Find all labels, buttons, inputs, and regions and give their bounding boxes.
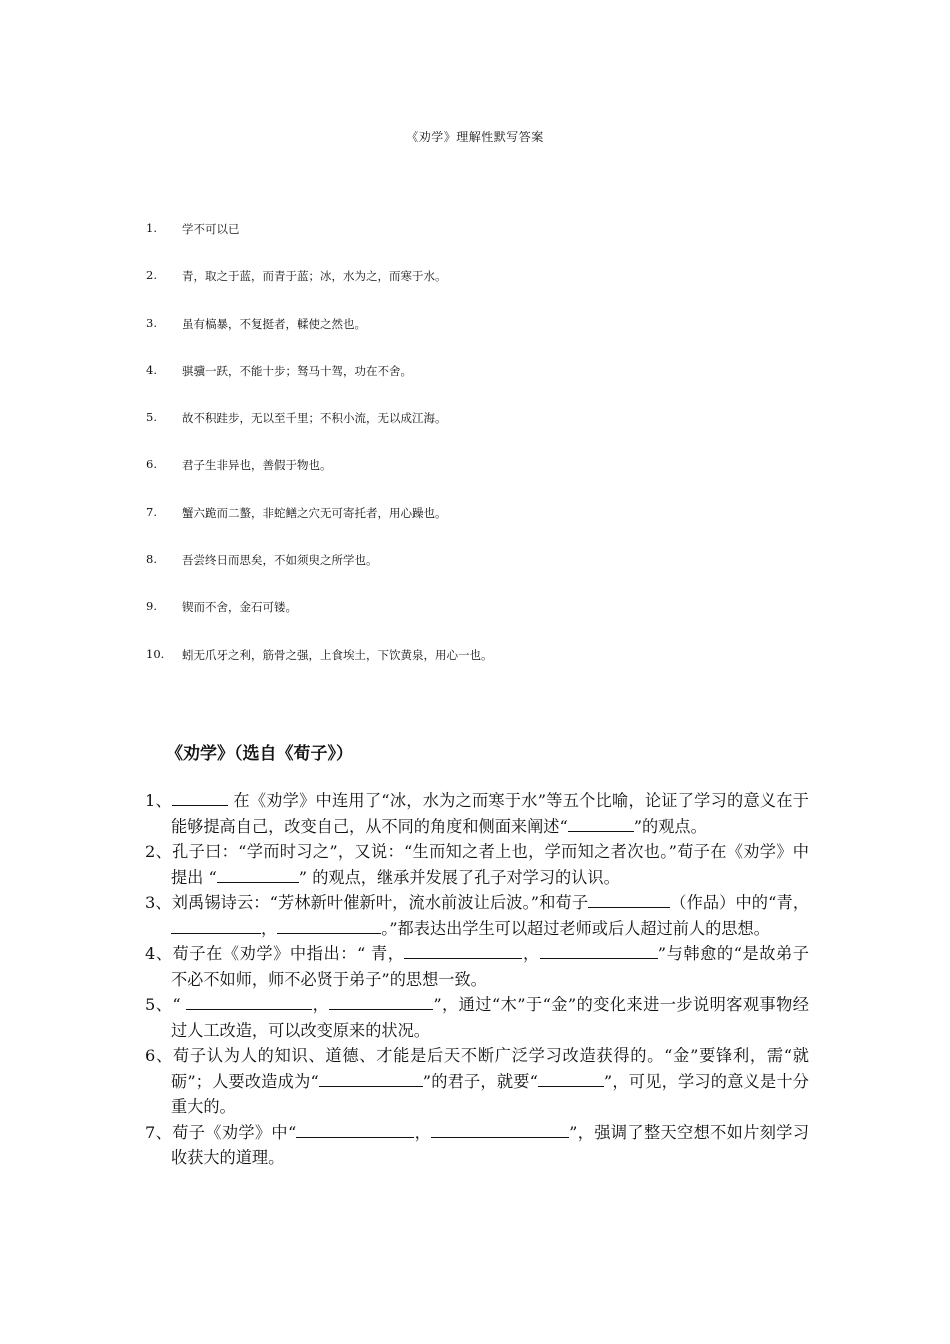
question-text: ”的君子，就要“: [422, 1071, 538, 1091]
answer-blank[interactable]: [171, 916, 261, 934]
answer-number: 9.: [146, 599, 157, 614]
answer-blank[interactable]: [538, 1069, 604, 1087]
answer-item: [146, 552, 493, 599]
answer-item: [146, 647, 493, 694]
question-text: ” 的观点，继承并发展了孔子对学习的认识。: [298, 867, 620, 887]
question-text: ”，可见，学习的意义是十分重大的。: [171, 1071, 809, 1116]
answer-item: [146, 316, 493, 363]
answer-item: [146, 363, 493, 410]
answer-text: 虽有槁暴，不复挺者，輮使之然也。: [182, 316, 366, 331]
question-5: [145, 992, 809, 1043]
answer-text: 故不积跬步，无以至千里；不积小流，无以成江海。: [182, 411, 447, 426]
answer-item: [146, 505, 493, 552]
answer-number: 4.: [146, 362, 157, 377]
question-text: ，: [414, 1122, 432, 1142]
question-7: [145, 1120, 809, 1171]
answer-number: 7.: [146, 504, 157, 519]
answer-blank[interactable]: [329, 992, 433, 1010]
question-text: ”，通过“木”于“金”的变化来进一步说明客观事物经过人工改造，可以改变原来的状况。: [171, 995, 809, 1040]
answer-item: [146, 410, 493, 457]
question-text: 2、孔子曰：“学而时习之”，又说：“生而知之者上也，学而知之者次也。”荀子在《劝学》中提出 “: [145, 842, 809, 887]
answer-blank[interactable]: [296, 1120, 414, 1138]
question-2: [145, 839, 809, 890]
answer-number: 3.: [146, 315, 157, 330]
question-text: （作品）中的“青，: [670, 893, 810, 912]
question-text: 6、荀子认为人的知识、道德、才能是后天不断广泛学习改造获得的。“金”要锋利，需“就砺”；人要改造成为“: [145, 1046, 809, 1091]
answer-text: 君子生非异也，善假于物也。: [182, 458, 332, 473]
answer-text: 蟹六跪而二螯，非蛇鳝之穴无可寄托者，用心躁也。: [182, 505, 447, 520]
answer-number: 8.: [146, 552, 157, 567]
question-text: ”，强调了整天空想不如片刻学习收获大的道理。: [171, 1122, 810, 1167]
question-text: 。”都表达出学生可以超过老师或后人超过前人的思想。: [381, 918, 770, 938]
document-title: 《劝学》理解性默写答案: [406, 130, 544, 144]
answer-text: 吾尝终日而思矣，不如须臾之所学也。: [182, 553, 378, 568]
answer-number: 5.: [146, 410, 157, 425]
answer-number: 2.: [146, 268, 157, 283]
answer-text: 青，取之于蓝，而青于蓝；冰，水为之，而寒于水。: [182, 269, 447, 284]
question-text: ”的观点。: [633, 816, 707, 836]
answer-text: 骐骥一跃，不能十步；驽马十驾，功在不舍。: [182, 363, 412, 378]
section-title: 《劝学》（选自《荀子》）: [166, 744, 353, 764]
question-text: ，: [261, 918, 278, 938]
answer-blank[interactable]: [277, 916, 381, 934]
answer-blank[interactable]: [186, 992, 312, 1010]
answer-blank[interactable]: [588, 890, 670, 908]
answer-blank[interactable]: [172, 788, 228, 806]
answer-list: [146, 221, 493, 694]
answer-item: [146, 457, 493, 504]
answer-item: [146, 221, 493, 268]
answer-blank[interactable]: [568, 814, 634, 832]
answer-blank[interactable]: [319, 1069, 423, 1087]
question-text: 1、: [145, 791, 172, 810]
question-text: 4、荀子在《劝学》中指出：“ 青，: [145, 944, 405, 963]
answer-text: 蚓无爪牙之利，筋骨之强，上食埃土，下饮黄泉，用心一也。: [182, 647, 493, 662]
question-text: ，: [312, 995, 330, 1014]
question-6: [145, 1043, 809, 1120]
answer-blank[interactable]: [431, 1120, 569, 1138]
question-text: ”与韩愈的“是故弟子不必不如师，师不必贤于弟子”的思想一致。: [171, 944, 809, 989]
question-text: ，: [522, 944, 540, 963]
question-text: 7、荀子《劝学》中“: [145, 1122, 297, 1142]
answer-number: 10.: [146, 646, 165, 661]
answer-number: 1.: [146, 221, 157, 235]
question-text: 5、“: [145, 995, 187, 1014]
answer-number: 6.: [146, 457, 157, 472]
question-1: [145, 788, 809, 839]
answer-text: 锲而不舍，金石可镂。: [182, 600, 297, 615]
question-4: [145, 941, 809, 992]
answer-item: [146, 599, 493, 646]
question-list: [145, 788, 809, 1171]
answer-item: [146, 268, 493, 315]
question-text: 3、刘禹锡诗云：“芳林新叶催新叶，流水前波让后波。”和荀子: [145, 893, 589, 912]
question-3: [145, 890, 809, 941]
answer-blank[interactable]: [217, 865, 299, 883]
answer-blank[interactable]: [540, 941, 658, 959]
answer-blank[interactable]: [404, 941, 522, 959]
answer-text: 学不可以已: [182, 222, 240, 236]
question-text: 在《劝学》中连用了“冰，水为之而寒于水”等五个比喻，论证了学习的意义在于能够提高自己，改变自己，从不同的角度和侧面来阐述“: [171, 791, 809, 836]
